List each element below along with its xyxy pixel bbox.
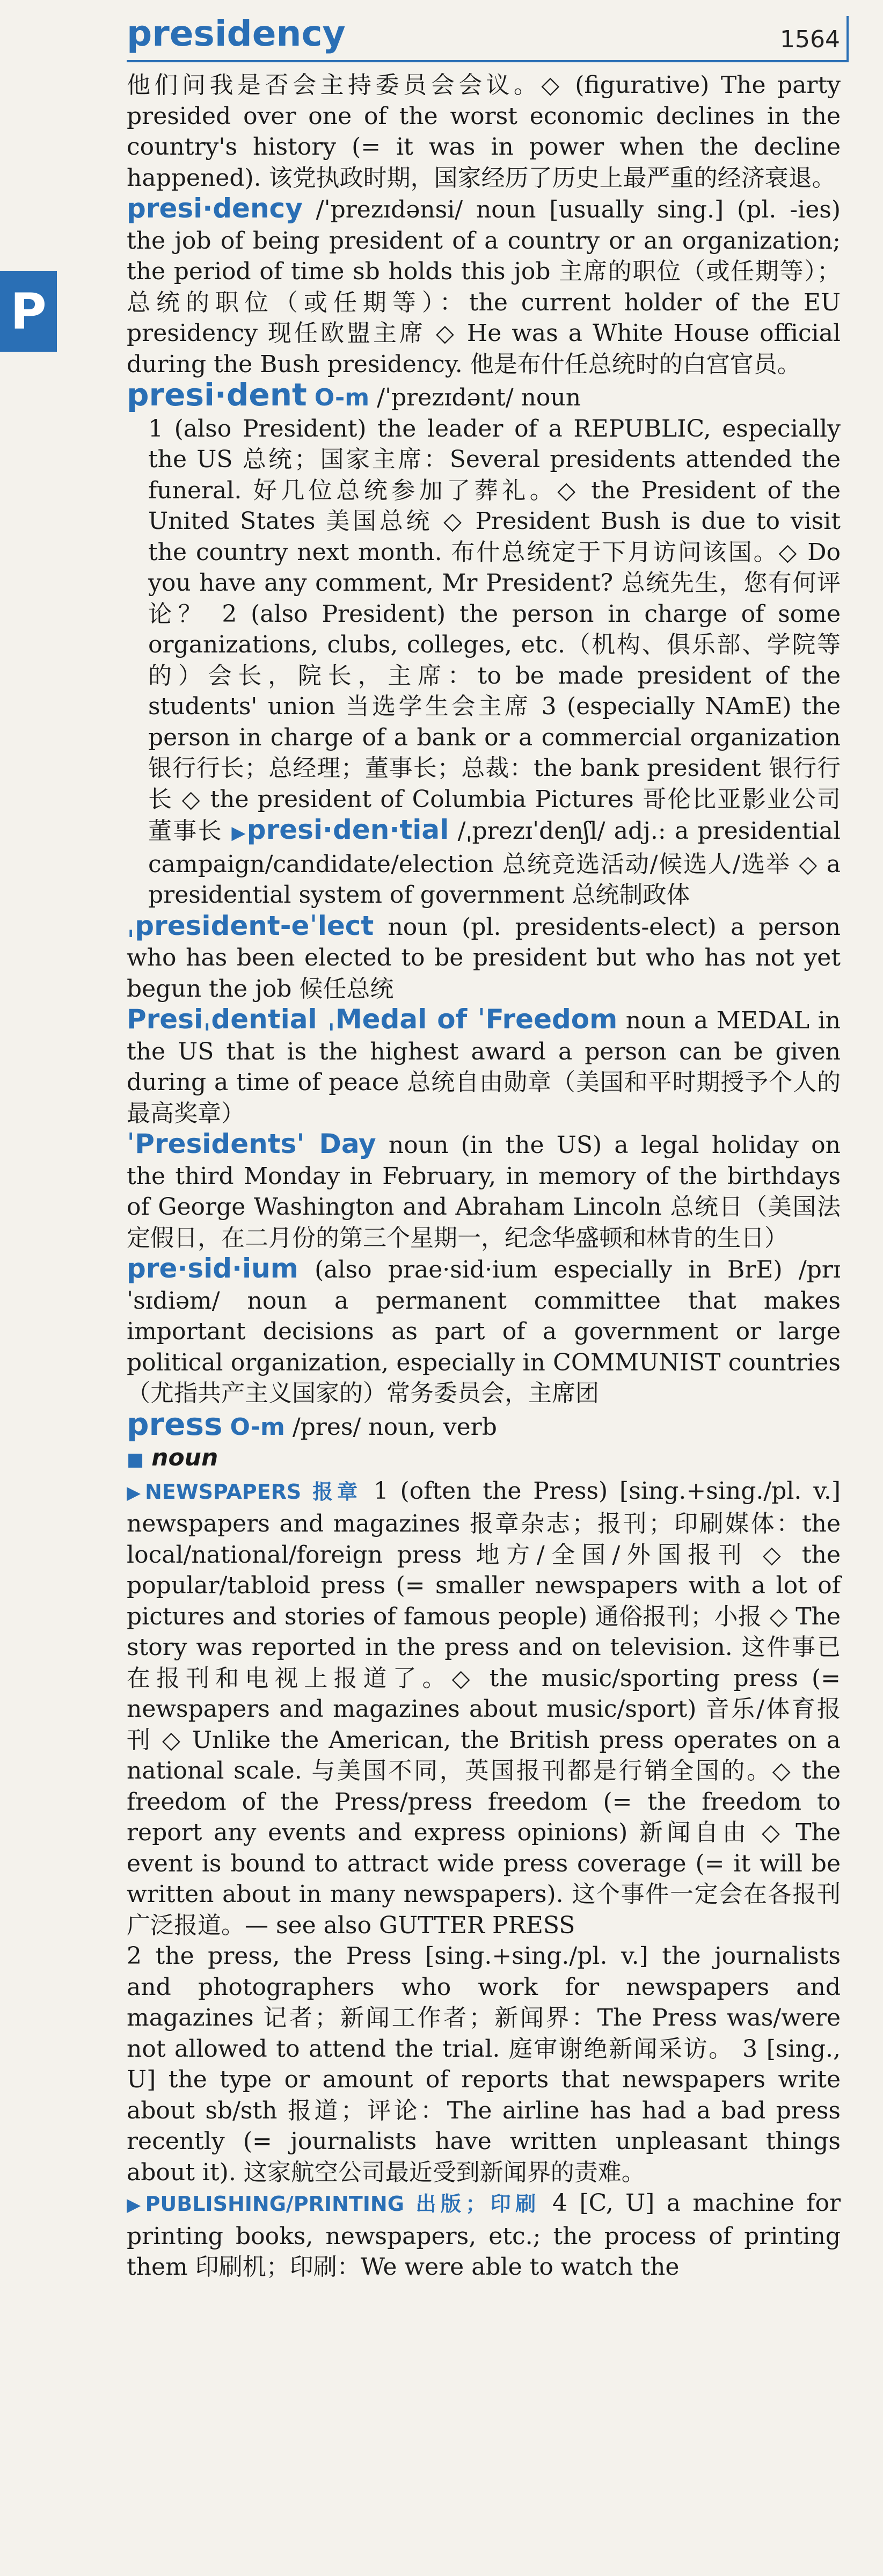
entry-press-sense-1: [127, 1476, 841, 1941]
dictionary-column: [127, 70, 841, 2283]
entry-body: 1 (also President) the leader of a REPUBLIC, especially the US 总统；国家主席：Several presidents attended the funeral. 好几位总统参加了葬礼。◇ the President of the United States 美国总统 ◇ President Bush is due to visit the country next month. 布什总统定于下月访问该国。◇ Do you have any comment, Mr President? 总统先生，您有何评论？ 2 (also President) the person in charge of some organizations, clubs, colleges, etc.（机构、俱乐部、学院等的）会长，院长，主席：to be made president of the students' union 当选学生会主席 3 (especially NAmE) the person in charge of a bank or a commercial organization 银行行长；总经理；董事长；总裁：the bank president 银行行长 ◇ the president of Columbia Pictures 哥伦比亚影业公司董事长: [148, 415, 841, 845]
header-tick: [846, 16, 849, 62]
part-of-speech-label: noun: [151, 1444, 218, 1471]
entry-press-noun-label: [127, 1442, 841, 1476]
headword: ˌpresident-eˈlect: [127, 910, 374, 941]
headword: pre·sid·ium: [127, 1253, 298, 1284]
entry-presidency: [127, 193, 841, 380]
entry-body: noun (in the US) a legal holiday on the third Monday in February, in memory of the birthdays of George Washington and Abraham Lincoln 总统日（美国法定假日，在二月份的第三个星期一，纪念华盛顿和林肯的生日）: [127, 1131, 841, 1252]
entry-body: 4 [C, U] a machine for printing books, newspapers, etc.; the process of printing them 印刷机；印刷：We were able to watch the: [127, 2189, 841, 2281]
entry-press-sense-2: [127, 1941, 841, 2188]
entry-body: 1 (often the Press) [sing.+sing./pl. v.] newspapers and magazines 报章杂志；报刊；印刷媒体：the local/national/foreign press 地方/全国/外国报刊 ◇ the popular/tabloid press (= smaller newspapers with a lot of pictures and stories of famous people) 通俗报刊；小报 ◇ The story was reported in the press and on television. 这件事已在报刊和电视上报道了。◇ the music/sporting press (= newspapers and magazines about music/sport) 音乐/体育报刊 ◇ Unlike the American, the British press operates on a national scale. 与美国不同，英国报刊都是行销全国的。◇ the freedom of the Press/press freedom (= the freedom to report any events and express opinions) 新闻自由 ◇ The event is bound to attract wide press coverage (= it will be written about in many newspapers). 这个事件一定会在各报刊广泛报道。— see also GUTTER PRESS: [127, 1477, 841, 1939]
entry-preside-continuation: [127, 70, 841, 193]
entry-press-sense-4: [127, 2188, 841, 2283]
section-label: NEWSPAPERS 报章: [144, 1479, 362, 1504]
entry-pronunciation: /ˈprezɪdənt/ noun: [369, 384, 581, 411]
entry-body: 2 the press, the Press [sing.+sing./pl. v.] the journalists and photographers who work for newspapers and magazines 记者；新闻工作者；新闻界：The Press was/were not allowed to attend the trial. 庭审谢绝新闻采访。 3 [sing., U] the type or amount of reports that newspapers write about sb/sth 报道；评论：The airline has had a bad press recently (= journalists have written unpleasant things about it). 这家航空公司最近受到新闻界的责难。: [127, 1942, 841, 2186]
headword: press: [127, 1405, 223, 1442]
key-word-icon: O-m: [230, 1413, 285, 1441]
continuation-text: 他们问我是否会主持委员会会议。◇ (figurative) The party presided over one of the worst economic declines in the country's history (= it was in power when the decline happened). 该党执政时期，国家经历了历史上最严重的经济衰退。: [127, 71, 841, 192]
letter-thumb-tab: P: [0, 271, 57, 352]
derivative-headword: presi·den·tial: [246, 814, 449, 845]
square-bullet-icon: ■: [127, 1449, 144, 1470]
entry-pronunciation: /pres/ noun, verb: [284, 1413, 497, 1441]
entry-president-senses: [127, 413, 841, 911]
key-word-icon: O-m: [314, 384, 370, 411]
headword: presi·dency: [127, 193, 303, 224]
entry-body: (also prae·sid·ium especially in BrE) /prɪˈsɪdiəm/ noun a permanent committee that makes important decisions as part of a government or large political organization, especially in COMMUNIST countries（尤指共产主义国家的）常务委员会，主席团: [127, 1256, 841, 1407]
entry-president-elect: [127, 911, 841, 1005]
section-triangle-icon: ▶: [127, 2194, 145, 2216]
section-triangle-icon: ▶: [127, 1482, 145, 1504]
headword: Presiˌdential ˌMedal of ˈFreedom: [127, 1004, 618, 1035]
entry-presidential-medal: [127, 1004, 841, 1129]
derivative-body: /ˌprezɪˈdenʃl/ adj.: a presidential campaign/candidate/election 总统竞选活动/候选人/选举 ◇ a presidential system of government 总统制政体: [148, 817, 841, 909]
running-head: presidency: [127, 13, 346, 54]
entry-body: /ˈprezɪdənsi/ noun [usually sing.] (pl. -ies) the job of being president of a country or an organization; the period of time sb holds this job 主席的职位（或任期等）；总统的职位（或任期等）：the current holder of the EU presidency 现任欧盟主席 ◇ He was a White House official during the Bush presidency. 他是布什任总统时的白宫官员。: [127, 196, 841, 378]
page-number: 1564: [780, 26, 840, 53]
entry-press: [127, 1405, 841, 1443]
entry-body: noun (pl. presidents-elect) a person who has been elected to be president but who has not yet begun the job 候任总统: [127, 913, 841, 1003]
entry-presidents-day: [127, 1129, 841, 1253]
entry-president: [127, 376, 841, 413]
header-rule: [127, 60, 849, 62]
entry-body: noun a MEDAL in the US that is the highest award a person can be given during a time of peace 总统自由勋章（美国和平时期授予个人的最高奖章）: [127, 1007, 841, 1127]
entry-presidium: [127, 1253, 841, 1409]
section-label: PUBLISHING/PRINTING 出版；印刷: [145, 2192, 541, 2216]
headword: ˈPresidents' Day: [127, 1128, 376, 1159]
derivative-triangle-icon: ▶: [231, 822, 247, 844]
headword: presi·dent: [127, 376, 307, 413]
